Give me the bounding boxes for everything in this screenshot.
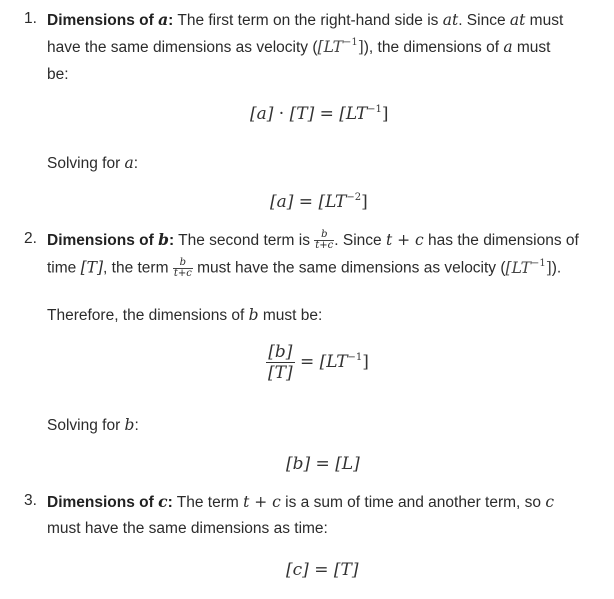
velocity-dimension-2: $[LT^{-1}]$ (505, 257, 552, 277)
fraction-b-over-t-plus-c: $\frac{b}{t+c}$ (315, 229, 334, 252)
item-2-heading: Dimensions of b: (47, 230, 175, 249)
equation-b-velocity: $\frac{[b]}{[T]}$ = $[LT^{-1}]$ (268, 342, 369, 383)
equation-a-result: $[a] = [LT^{-2}]$ (270, 192, 368, 212)
item-3-heading: Dimensions of c: (47, 492, 173, 511)
item-2-solving: Solving for b: (47, 416, 139, 434)
equation-b-result: [b] = [L] (286, 454, 360, 474)
fraction-b-over-t-plus-c-2: $\frac{b}{t+c}$ (173, 257, 192, 279)
equation-a-velocity: $[a] \cdot [T] = [LT^{-1}]$ (250, 104, 389, 124)
item-1-line-2: have the same dimensions as velocity $([LT^{-1}])$, the dimensions of a must (47, 37, 551, 56)
list-number-2: 2. (24, 230, 37, 247)
item-1-solving: Solving for a: (47, 154, 139, 172)
fraction-b-over-t: $\frac{[b]}{[T]}$ (268, 342, 293, 383)
list-number-3: 3. (24, 492, 37, 509)
item-1-line-1: Dimensions of a: The first term on the right-hand side is at. Since at must (47, 10, 564, 29)
item-3-line-2: must have the same dimensions as time: (47, 520, 328, 537)
item-1-line-3: be: (47, 66, 69, 83)
item-2-line-2: time [T], the term $\frac{b}{t+c}$ must have the same dimensions as velocity $([LT^{-1}])$. (47, 257, 562, 279)
velocity-dimension: $[LT^{-1}]$ (317, 37, 364, 56)
list-number-1: 1. (24, 10, 37, 27)
item-1-heading: Dimensions of a: (47, 10, 174, 29)
item-3-line-1: Dimensions of c: The term t + c is a sum of time and another term, so c (47, 492, 555, 511)
equation-c-result: [c] = [T] (286, 560, 359, 580)
item-2-line-1: Dimensions of b: The second term is $\frac{b}{t+c}$ . Since t + c has the dimensions of (47, 229, 579, 252)
item-2-therefore: Therefore, the dimensions of b must be: (47, 306, 323, 324)
